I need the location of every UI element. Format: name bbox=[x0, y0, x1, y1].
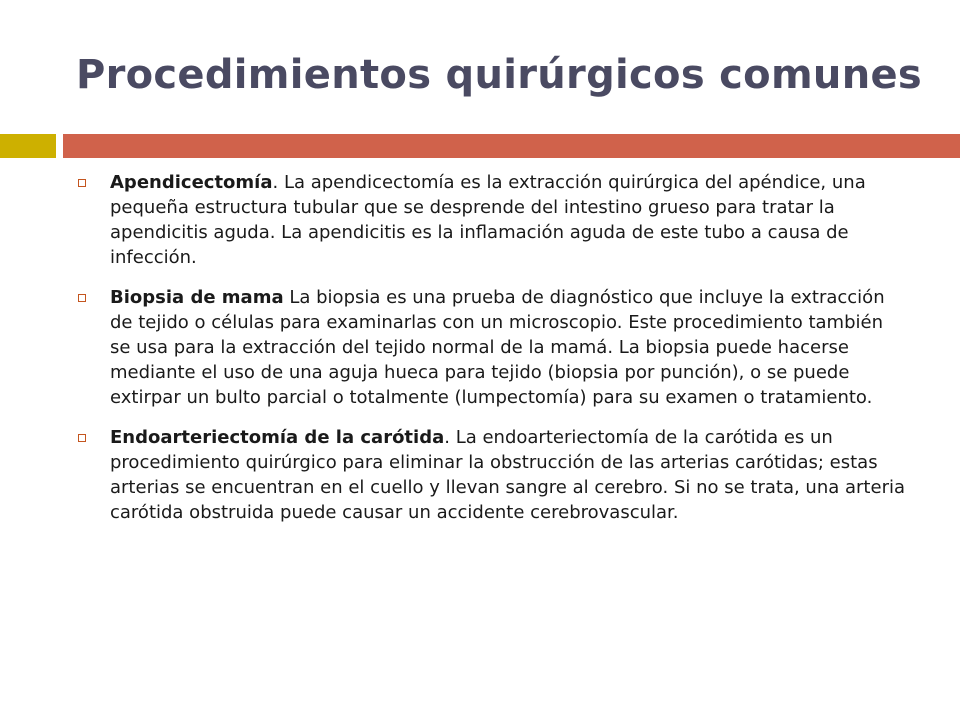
bullet-text: La apendicectomía es la extracción quirúrgica del apéndice, una pequeña estructura tubular que se desprende del intestino grueso para tratar la apendicitis aguda. La apendicitis es la inflamación aguda de este tubo a causa de infección. bbox=[110, 172, 866, 268]
bullet-biopsia-mama bbox=[78, 285, 908, 410]
bullet-title: Apendicectomía bbox=[110, 172, 273, 193]
square-bullet-icon bbox=[78, 434, 86, 442]
accent-block-yellow bbox=[0, 134, 56, 158]
bullet-title: Endoarteriectomía de la carótida bbox=[110, 427, 445, 448]
bullet-list bbox=[78, 170, 908, 540]
bullet-title: Biopsia de mama bbox=[110, 287, 284, 308]
bullet-separator: . bbox=[272, 172, 284, 193]
accent-bar-orange bbox=[63, 134, 960, 158]
bullet-separator: . bbox=[444, 427, 456, 448]
bullet-text: La biopsia es una prueba de diagnóstico que incluye la extracción de tejido o células para examinarlas con un microscopio. Este procedimiento también se usa para la extracción del tejido normal de la mamá. La biopsia puede hacerse mediante el uso de una aguja hueca para tejido (biopsia por punción), o se puede extirpar un bulto parcial o totalmente (lumpectomía) para su examen o tratamiento. bbox=[110, 287, 885, 408]
square-bullet-icon bbox=[78, 179, 86, 187]
square-bullet-icon bbox=[78, 294, 86, 302]
bullet-endoarteriectomia bbox=[78, 425, 908, 525]
bullet-text: La endoarteriectomía de la carótida es un procedimiento quirúrgico para eliminar la obstrucción de las arterias carótidas; estas arterias se encuentran en el cuello y llevan sangre al cerebro. Si no se trata, una arteria carótida obstruida puede causar un accidente cerebrovascular. bbox=[110, 427, 905, 523]
slide-title: Procedimientos quirúrgicos comunes bbox=[76, 51, 923, 98]
bullet-apendicectomia bbox=[78, 170, 908, 270]
